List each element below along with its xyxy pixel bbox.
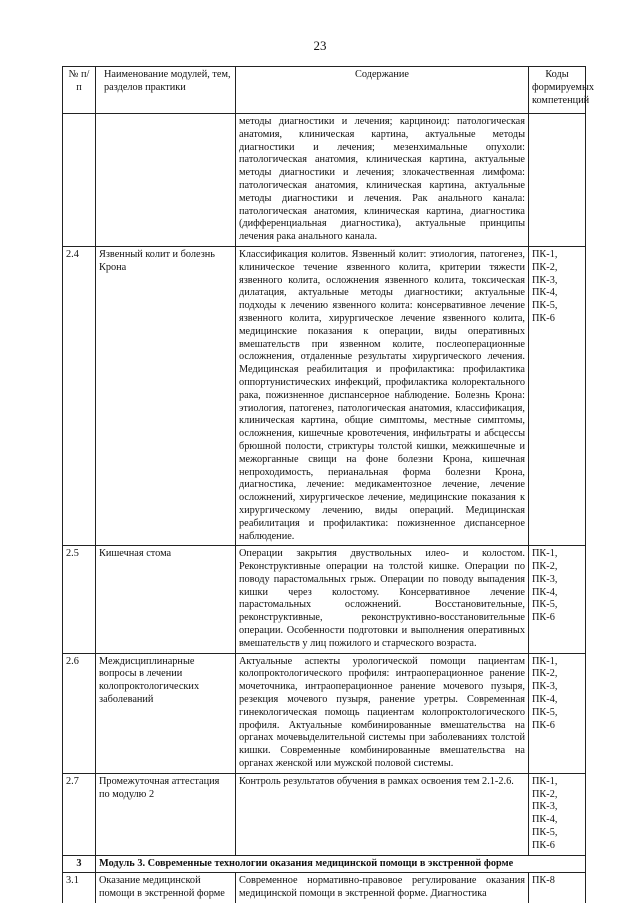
row-name: Язвенный колит и болезнь Крона — [96, 246, 236, 545]
row-num: 2.4 — [63, 246, 96, 545]
row-codes: ПК-1, ПК-2, ПК-3, ПК-4, ПК-5, ПК-6 — [529, 773, 586, 855]
row-content: Операции закрытия двуствольных илео- и колостом. Реконструктивные операции на толстой кишке. Операции по поводу парастомальных грыж. Операции по поводу выпадения кишки через колостому. Консервативное лечение парастомальных осложнений. Восстановительные, реконструктивные, реконструктивно-восстановительные операции. Особенности подготовки и выполнения оперативных вмешательств у лиц пожилого и старческого возраста. — [236, 546, 529, 653]
row-content: Классификация колитов. Язвенный колит: этиология, патогенез, клиническое течение язвенного колита, критерии тяжести язвенного колита, осложнения язвенного колита, токсическая дилатация, актуальные методы диагностики; актуальные подходы к лечению язвенного колита: консервативное лечение язвенного колита, хирургическое лечение язвенного колита, медицинские показания к операции, виды оперативных вмешательств при язвенном колите, послеоперационные осложнения, отдаленные результаты хирургического лечения. Медицинская реабилитация и профилактика: профилактика оппортунистических инфекций, профилактика колоректального рака, пожизненное диспансерное наблюдение. Болезнь Крона: этиология, патогенез, патологическая анатомия, классификация, клиническая картина, общие симптомы, местные симптомы, осложнения, кишечные кровотечения, инфильтраты и абсцессы брюшной полости, стриктуры толстой кишки, межкишечные и межорганные свищи на фоне болезни Крона, кишечная непроходимость, перианальная форма болезни Крона, диагностика, лечение: медикаментозное лечение, лечение осложнений, хирургическое лечение, медицинские показания к хирургическому лечению, виды операций. Медицинская реабилитация и профилактика: пожизненное диспансерное наблюдение. — [236, 246, 529, 545]
row-codes: ПК-1, ПК-2, ПК-3, ПК-4, ПК-5, ПК-6 — [529, 546, 586, 653]
curriculum-table — [62, 66, 595, 903]
row-content: Контроль результатов обучения в рамках освоения тем 2.1-2.6. — [236, 773, 529, 855]
row-content: Современное нормативно-правовое регулирование оказания медицинской помощи в экстренной форме. Диагностика — [236, 873, 529, 903]
table-header — [63, 67, 595, 114]
module-num: 3 — [63, 855, 96, 873]
header-codes: Коды формируемых компетенций — [529, 67, 586, 114]
row-num: 2.7 — [63, 773, 96, 855]
row-codes: ПК-8 — [529, 873, 586, 903]
header-num: № п/п — [63, 67, 96, 114]
table-row — [63, 246, 586, 545]
table-row — [63, 873, 586, 903]
row-content: методы диагностики и лечения; карциноид: патологическая анатомия, клиническая картина, актуальные методы диагностики и лечения; мезенхимальные опухоли: патологическая анатомия, клиническая картина, актуальные методы диагностики и лечения; злокачественная лимфома: патологическая анатомия, клиническая картина, актуальные методы диагностики и лечения. Рак анального канала: патологическая анатомия, клиническая картина, диагностика (дифференциальная диагностика), актуальные принципы лечения рака анального канала. — [236, 114, 529, 247]
table-row — [63, 114, 586, 247]
module-title: Модуль 3. Современные технологии оказания медицинской помощи в экстренной форме — [96, 855, 586, 873]
table-row — [63, 653, 586, 773]
row-num — [63, 114, 96, 247]
row-num: 2.5 — [63, 546, 96, 653]
row-name: Кишечная стома — [96, 546, 236, 653]
row-name: Междисциплинарные вопросы в лечении колопроктологических заболеваний — [96, 653, 236, 773]
row-name: Оказание медицинской помощи в экстренной форме — [96, 873, 236, 903]
row-content: Актуальные аспекты урологической помощи пациентам колопроктологического профиля: интраоперационное ранение мочеточника, интраоперационное ранение мочевого пузыря, резекция мочевого пузыря, ранение уретры. Современная гинекологическая помощь пациентам колопроктологического профиля. Актуальные комбинированные вмешательства на органах мочевыделительной системы при заболеваниях толстой кишки. Современные комбинированные вмешательства на органах женской или мужской половой системы. — [236, 653, 529, 773]
row-num: 2.6 — [63, 653, 96, 773]
page-number: 23 — [313, 38, 327, 53]
table-row — [63, 773, 586, 855]
row-codes: ПК-1, ПК-2, ПК-3, ПК-4, ПК-5, ПК-6 — [529, 246, 586, 545]
table-row — [63, 546, 586, 653]
row-name: Промежуточная аттестация по модулю 2 — [96, 773, 236, 855]
module-row — [63, 855, 586, 873]
row-codes: ПК-1, ПК-2, ПК-3, ПК-4, ПК-5, ПК-6 — [529, 653, 586, 773]
row-num: 3.1 — [63, 873, 96, 903]
row-codes — [529, 114, 586, 247]
header-content: Содержание — [236, 67, 529, 114]
row-name — [96, 114, 236, 247]
header-name: Наименование модулей, тем, разделов практики — [96, 67, 236, 114]
